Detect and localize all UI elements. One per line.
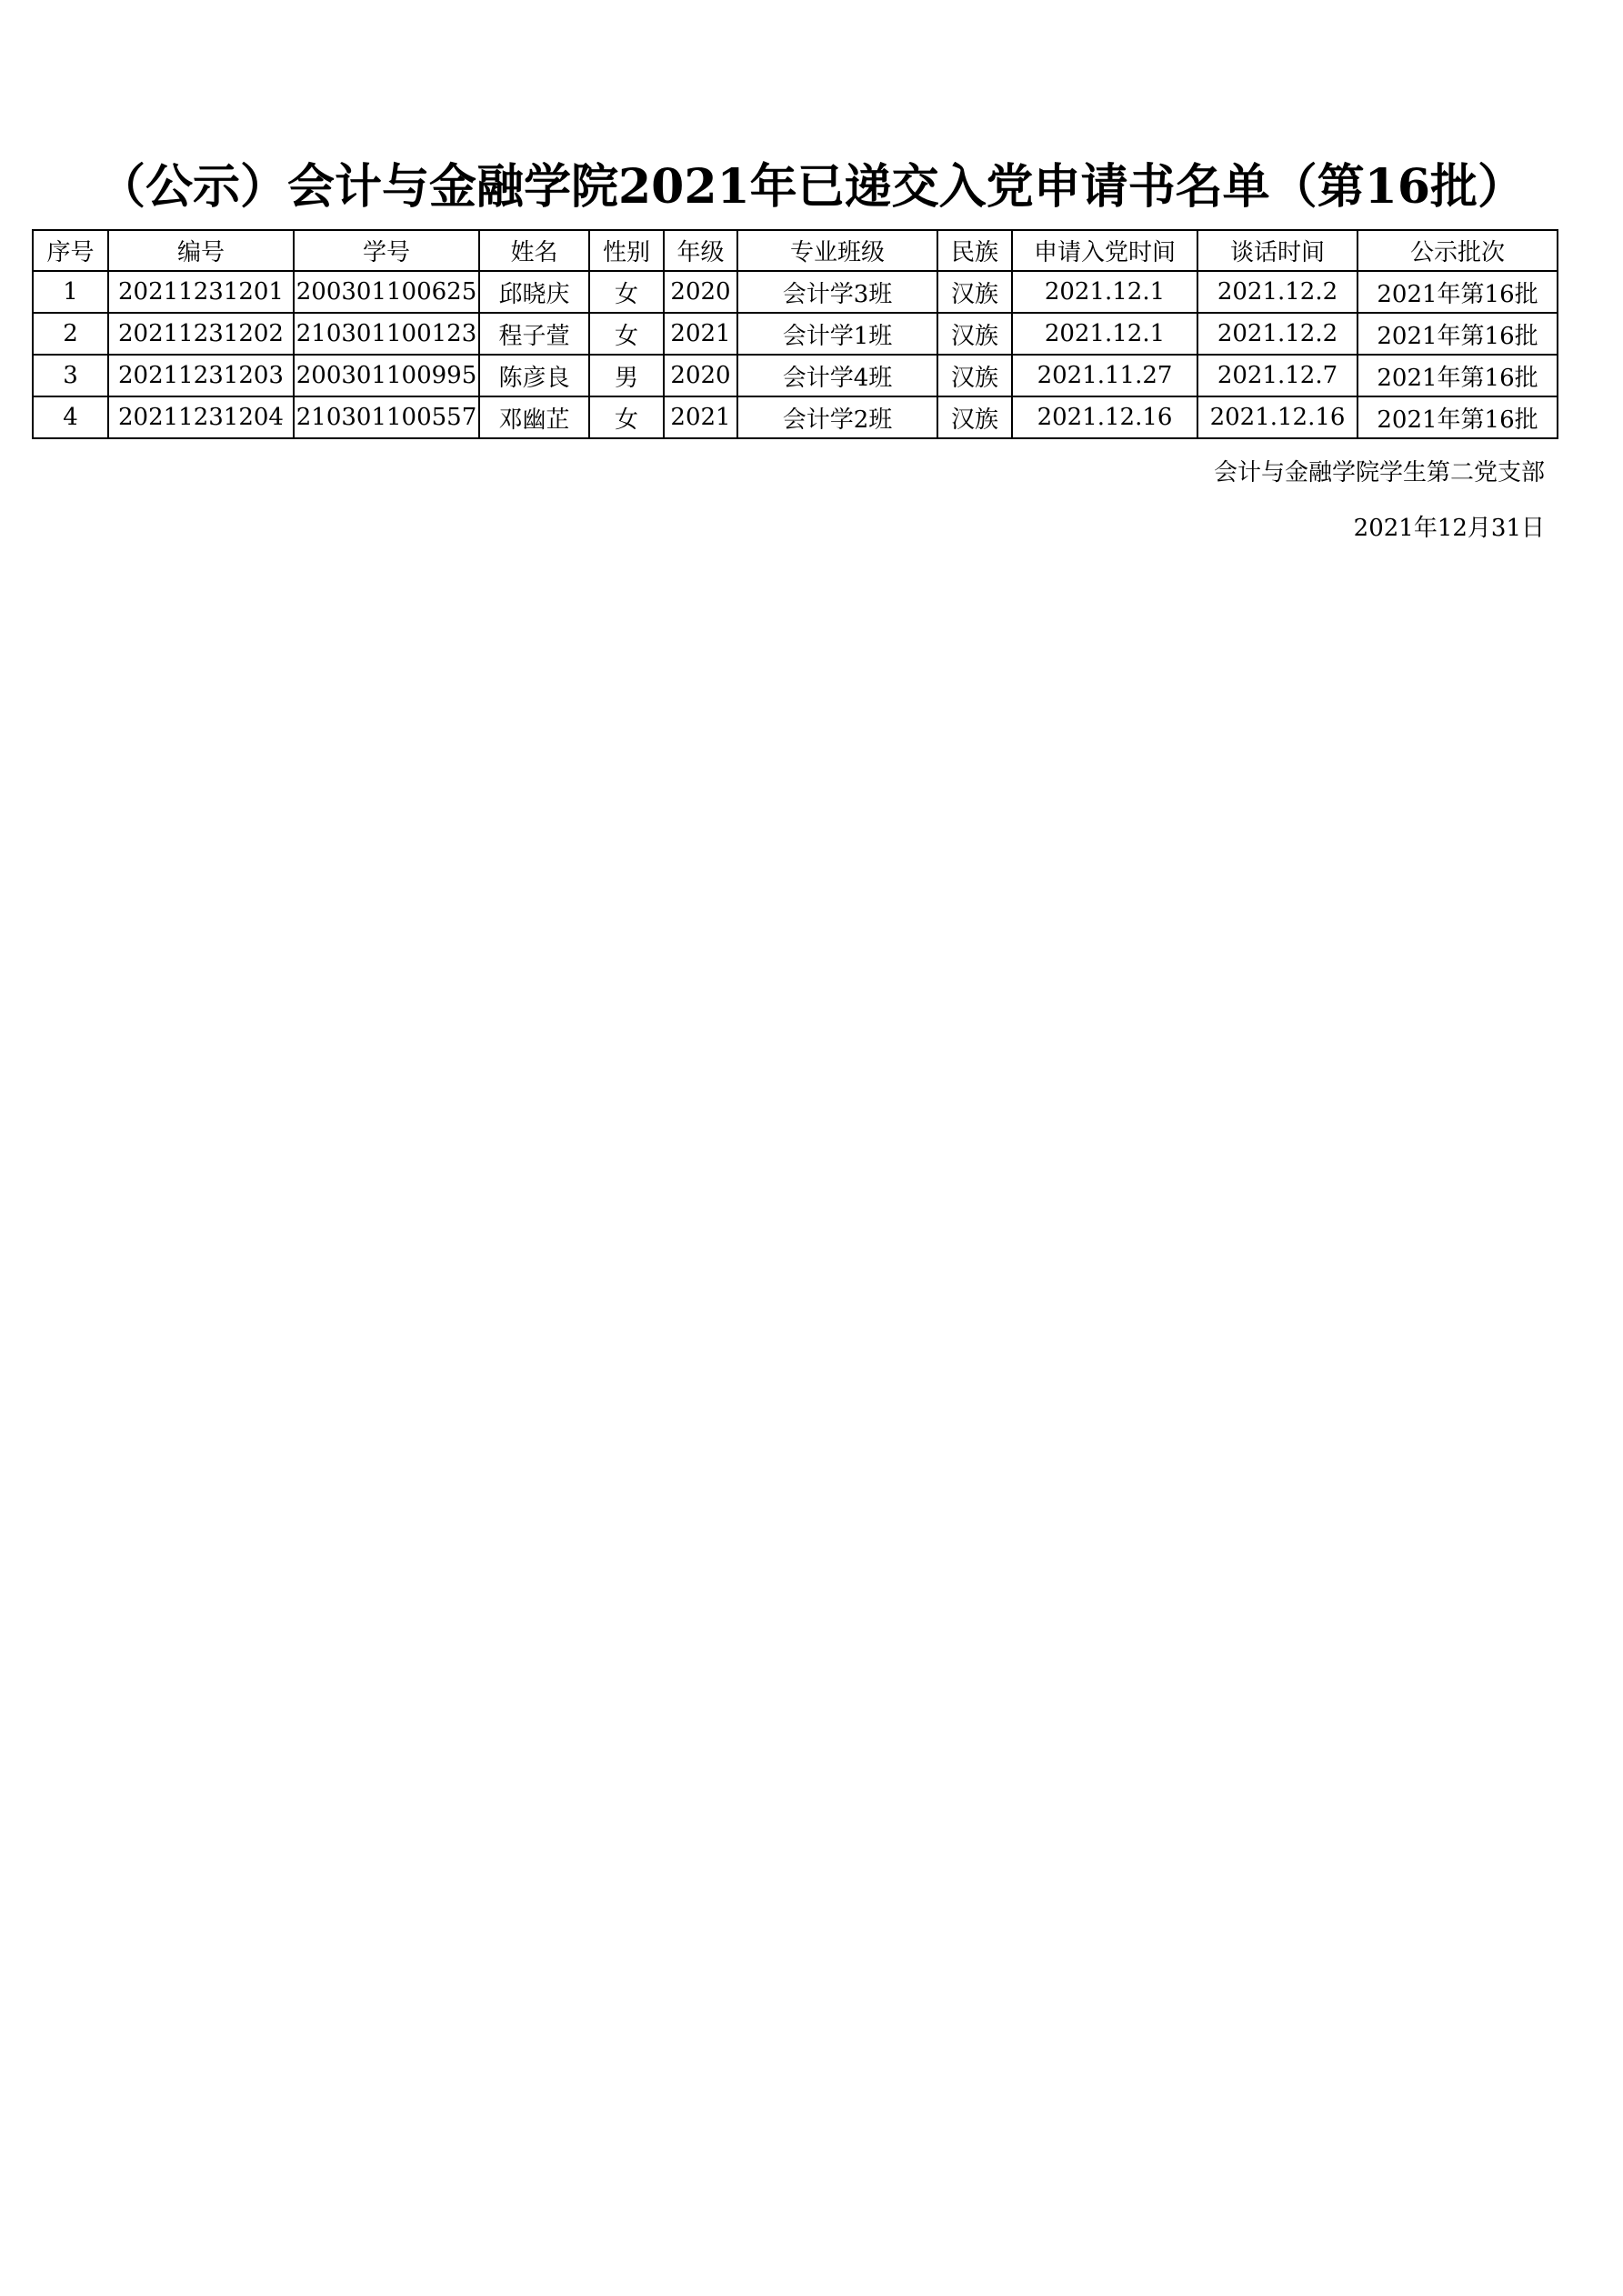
- cell-major-class: 会计学1班: [737, 313, 937, 355]
- cell-name: 邓幽芷: [479, 396, 589, 438]
- cell-major-class: 会计学2班: [737, 396, 937, 438]
- cell-ethnicity: 汉族: [937, 271, 1012, 313]
- cell-application-date: 2021.12.16: [1012, 396, 1197, 438]
- cell-grade: 2021: [664, 313, 737, 355]
- header-interview-date: 谈话时间: [1197, 230, 1358, 271]
- applicant-table: [32, 229, 1558, 439]
- cell-batch: 2021年第16批: [1358, 271, 1558, 313]
- cell-interview-date: 2021.12.2: [1197, 271, 1358, 313]
- table-row: [33, 313, 1558, 355]
- cell-student-id: 200301100625: [294, 271, 479, 313]
- cell-application-date: 2021.12.1: [1012, 271, 1197, 313]
- header-student-id: 学号: [294, 230, 479, 271]
- header-name: 姓名: [479, 230, 589, 271]
- cell-gender: 男: [589, 355, 664, 396]
- header-application-date: 申请入党时间: [1012, 230, 1197, 271]
- cell-gender: 女: [589, 271, 664, 313]
- cell-application-date: 2021.11.27: [1012, 355, 1197, 396]
- table-row: [33, 355, 1558, 396]
- cell-grade: 2020: [664, 271, 737, 313]
- header-grade: 年级: [664, 230, 737, 271]
- issuing-organization: 会计与金融学院学生第二党支部: [1213, 459, 1545, 486]
- cell-gender: 女: [589, 313, 664, 355]
- header-ethnicity: 民族: [937, 230, 1012, 271]
- cell-batch: 2021年第16批: [1358, 396, 1558, 438]
- cell-grade: 2020: [664, 355, 737, 396]
- table-row: [33, 396, 1558, 438]
- cell-interview-date: 2021.12.16: [1197, 396, 1358, 438]
- cell-ethnicity: 汉族: [937, 313, 1012, 355]
- cell-record-number: 20211231203: [108, 355, 294, 396]
- document-title: （公示）会计与金融学院2021年已递交入党申请书名单（第16批）: [97, 159, 1526, 215]
- cell-student-id: 210301100123: [294, 313, 479, 355]
- cell-application-date: 2021.12.1: [1012, 313, 1197, 355]
- cell-name: 程子萱: [479, 313, 589, 355]
- header-major-class: 专业班级: [737, 230, 937, 271]
- cell-major-class: 会计学3班: [737, 271, 937, 313]
- cell-interview-date: 2021.12.2: [1197, 313, 1358, 355]
- cell-student-id: 200301100995: [294, 355, 479, 396]
- table-row: [33, 271, 1558, 313]
- cell-ethnicity: 汉族: [937, 355, 1012, 396]
- cell-batch: 2021年第16批: [1358, 355, 1558, 396]
- cell-record-number: 20211231202: [108, 313, 294, 355]
- cell-student-id: 210301100557: [294, 396, 479, 438]
- cell-index: 4: [33, 396, 108, 438]
- header-index: 序号: [33, 230, 108, 271]
- cell-record-number: 20211231204: [108, 396, 294, 438]
- cell-index: 1: [33, 271, 108, 313]
- header-batch: 公示批次: [1358, 230, 1558, 271]
- cell-index: 2: [33, 313, 108, 355]
- cell-gender: 女: [589, 396, 664, 438]
- cell-interview-date: 2021.12.7: [1197, 355, 1358, 396]
- cell-grade: 2021: [664, 396, 737, 438]
- issue-date: 2021年12月31日: [1353, 515, 1545, 542]
- table-header-row: [33, 230, 1558, 271]
- cell-batch: 2021年第16批: [1358, 313, 1558, 355]
- cell-name: 陈彦良: [479, 355, 589, 396]
- cell-index: 3: [33, 355, 108, 396]
- header-gender: 性别: [589, 230, 664, 271]
- cell-record-number: 20211231201: [108, 271, 294, 313]
- header-record-number: 编号: [108, 230, 294, 271]
- cell-ethnicity: 汉族: [937, 396, 1012, 438]
- cell-name: 邱晓庆: [479, 271, 589, 313]
- cell-major-class: 会计学4班: [737, 355, 937, 396]
